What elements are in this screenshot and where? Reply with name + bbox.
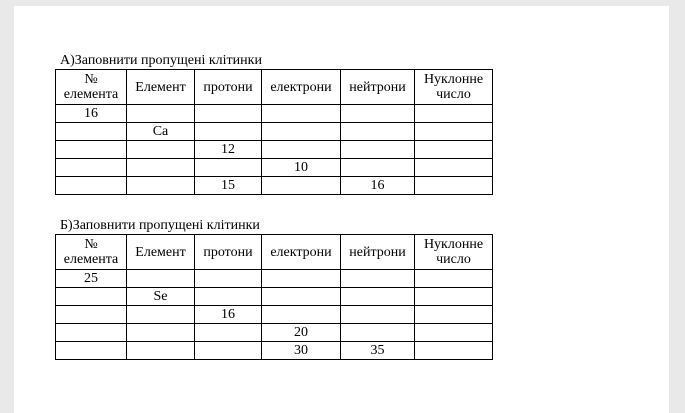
cell-neutrons[interactable] [341,159,415,177]
cell-neutrons[interactable] [341,270,415,288]
cell-element[interactable] [127,159,195,177]
cell-mass[interactable] [415,324,493,342]
cell-mass[interactable] [415,288,493,306]
table-row [56,270,493,288]
table-row [56,177,493,195]
cell-number[interactable] [56,342,127,360]
section-a-title: А)Заповнити пропущені клітинки [60,53,262,68]
header-mass-number: Нуклонне число [415,235,493,270]
cell-protons[interactable] [195,324,262,342]
section-b-table [55,234,493,360]
cell-neutrons[interactable] [341,324,415,342]
cell-element[interactable] [127,141,195,159]
header-neutrons: нейтрони [341,70,415,105]
cell-electrons[interactable] [262,141,341,159]
cell-protons[interactable] [195,105,262,123]
cell-element[interactable] [127,105,195,123]
table-row [56,159,493,177]
cell-protons[interactable] [195,270,262,288]
cell-protons[interactable]: 16 [195,306,262,324]
cell-number[interactable]: 16 [56,105,127,123]
header-protons: протони [195,235,262,270]
header-element-number: № елемента [56,70,127,105]
table-header-row [56,70,493,105]
header-element: Елемент [127,70,195,105]
table-row [56,123,493,141]
header-electrons: електрони [262,70,341,105]
table-row [56,306,493,324]
table-header-row [56,235,493,270]
cell-neutrons[interactable] [341,105,415,123]
cell-element[interactable] [127,324,195,342]
cell-element[interactable]: Se [127,288,195,306]
cell-number[interactable] [56,288,127,306]
table-row [56,342,493,360]
section-a [55,53,493,195]
cell-number[interactable] [56,123,127,141]
cell-number[interactable] [56,159,127,177]
cell-mass[interactable] [415,306,493,324]
header-element: Елемент [127,235,195,270]
cell-element[interactable] [127,342,195,360]
cell-number[interactable] [56,306,127,324]
table-row [56,141,493,159]
cell-electrons[interactable] [262,123,341,141]
table-row [56,288,493,306]
cell-mass[interactable] [415,270,493,288]
cell-protons[interactable] [195,288,262,306]
cell-electrons[interactable]: 30 [262,342,341,360]
header-electrons: електрони [262,235,341,270]
cell-element[interactable] [127,270,195,288]
cell-protons[interactable] [195,123,262,141]
cell-number[interactable] [56,141,127,159]
cell-mass[interactable] [415,177,493,195]
cell-number[interactable]: 25 [56,270,127,288]
header-protons: протони [195,70,262,105]
cell-neutrons[interactable] [341,288,415,306]
document-page [14,6,669,413]
cell-protons[interactable]: 12 [195,141,262,159]
cell-electrons[interactable] [262,105,341,123]
cell-electrons[interactable]: 20 [262,324,341,342]
cell-neutrons[interactable] [341,306,415,324]
section-a-table [55,69,493,195]
cell-number[interactable] [56,324,127,342]
cell-neutrons[interactable] [341,123,415,141]
section-b-title: Б)Заповнити пропущені клітинки [60,218,260,233]
cell-mass[interactable] [415,105,493,123]
header-element-number: № елемента [56,235,127,270]
cell-mass[interactable] [415,123,493,141]
section-b [55,218,493,360]
table-row [56,324,493,342]
cell-neutrons[interactable]: 16 [341,177,415,195]
cell-protons[interactable] [195,159,262,177]
cell-electrons[interactable]: 10 [262,159,341,177]
cell-mass[interactable] [415,342,493,360]
cell-electrons[interactable] [262,177,341,195]
cell-mass[interactable] [415,159,493,177]
header-mass-number: Нуклонне число [415,70,493,105]
cell-neutrons[interactable]: 35 [341,342,415,360]
header-neutrons: нейтрони [341,235,415,270]
cell-element[interactable] [127,177,195,195]
cell-protons[interactable] [195,342,262,360]
table-row [56,105,493,123]
cell-element[interactable] [127,306,195,324]
cell-electrons[interactable] [262,270,341,288]
cell-electrons[interactable] [262,288,341,306]
cell-mass[interactable] [415,141,493,159]
cell-protons[interactable]: 15 [195,177,262,195]
cell-neutrons[interactable] [341,141,415,159]
cell-number[interactable] [56,177,127,195]
cell-element[interactable]: Ca [127,123,195,141]
cell-electrons[interactable] [262,306,341,324]
